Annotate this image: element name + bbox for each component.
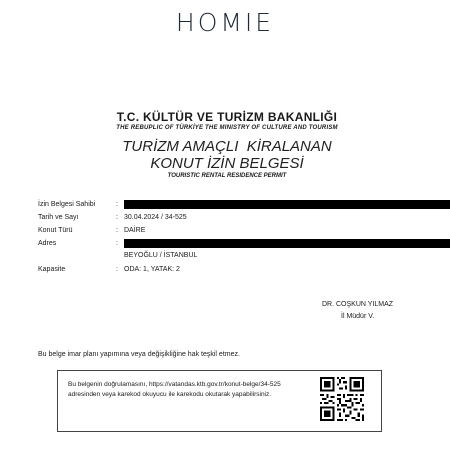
field-capacity-value: ODA: 1, YATAK: 2: [124, 266, 180, 273]
permit-title: [92, 138, 362, 172]
field-type-value: DAİRE: [124, 227, 146, 234]
field-date-value: 30.04.2024 / 34-525: [124, 214, 187, 221]
field-capacity-colon: :: [116, 266, 118, 273]
redaction-bar: [124, 200, 450, 209]
field-date-label: Tarih ve Sayı: [38, 214, 79, 221]
permit-title-line-1: TURİZM AMAÇLI KİRALANAN: [122, 138, 332, 155]
official-title: İl Müdür V.: [341, 313, 375, 320]
verification-box: [57, 370, 382, 432]
field-address: [38, 238, 450, 250]
ministry-name-english: THE REBUPLIC OF TÜRKİYE THE MINISTRY OF CULTURE AND TOURISM: [116, 125, 338, 131]
field-date: [38, 212, 450, 224]
zoning-note: Bu belge imar planı yapımına veya değişikliğine hak teşkil etmez.: [38, 351, 240, 358]
ministry-name: T.C. KÜLTÜR VE TURİZM BAKANLIĞI: [116, 110, 338, 124]
field-holder-colon: :: [116, 201, 118, 208]
redaction-bar: [124, 239, 450, 248]
brand-logo: HOMIE: [175, 8, 275, 37]
permit-title-english: TOURISTIC RENTAL RESIDENCE PERMIT: [167, 173, 287, 179]
field-capacity-label: Kapasite: [38, 266, 66, 273]
field-type: [38, 225, 450, 237]
verification-text: [68, 380, 308, 400]
field-holder: [38, 199, 450, 211]
field-address-colon: :: [116, 240, 118, 247]
field-capacity: [38, 264, 450, 276]
permit-title-line-2: KONUT İZİN BELGESİ: [150, 155, 304, 172]
verification-line-2: adresinden veya karekod okuyucu ile karekodu okutarak yapabilirsiniz.: [68, 391, 272, 398]
official-name: DR. COŞKUN YILMAZ: [322, 301, 394, 308]
field-holder-label: İzin Belgesi Sahibi: [38, 201, 96, 208]
field-date-colon: :: [116, 214, 118, 221]
field-address-city: BEYOĞLU / İSTANBUL: [124, 252, 198, 259]
qr-code-icon[interactable]: [320, 377, 364, 421]
field-type-label: Konut Türü: [38, 227, 73, 234]
verification-line-1: Bu belgenin doğrulamasını, https://vatandas.ktb.gov.tr/konut-belge/34-525: [68, 381, 281, 388]
field-type-colon: :: [116, 227, 118, 234]
field-address-label: Adres: [38, 240, 57, 247]
